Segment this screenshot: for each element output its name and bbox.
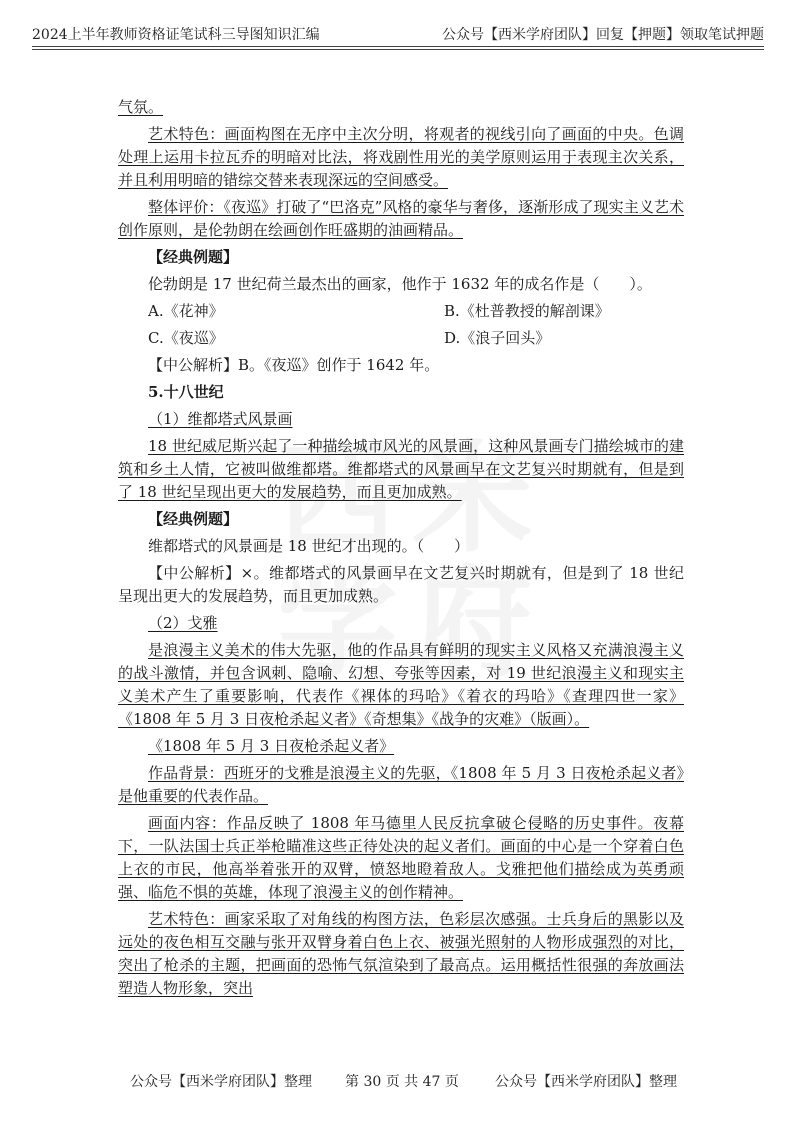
footer-left: 公众号【西米学府团队】整理	[130, 1074, 312, 1090]
section-heading-18th-century: 5.十八世纪	[148, 383, 224, 401]
page-number: 第 30 页 共 47 页	[345, 1074, 459, 1090]
page-footer	[0, 1071, 800, 1093]
paragraph-continuation: 气氛。	[118, 98, 164, 116]
header-left-title: 2024上半年教师资格证笔试科三导图知识汇编	[32, 27, 320, 43]
header-right-promo: 公众号【西米学府团队】回复【押题】领取笔试押题	[442, 27, 764, 43]
paragraph-art-features: 艺术特色：画面构图在无序中主次分明，将观者的视线引向了画面的中央。色调处理上运用卡拉瓦乔的明暗对比法，将戏剧性用光的美学原则运用于表现主次关系，并且利用明暗的错综交替来表现深远的空间感受。	[118, 125, 684, 189]
footer-right: 公众号【西米学府团队】整理	[495, 1074, 677, 1090]
paragraph-overall-evaluation: 整体评价：《夜巡》打破了“巴洛克”风格的豪华与奢侈，逐渐形成了现实主义艺术创作原则，是伦勃朗在绘画创作旺盛期的油画精品。	[118, 198, 684, 239]
answer-analysis: 【中公解析】×。维都塔式的风景画早在文艺复兴时期就有，但是到了 18 世纪呈现出更大的发展趋势，而且更加成熟。	[118, 564, 684, 605]
option-d: D.《浪子回头》	[444, 329, 551, 347]
option-b: B.《杜普教授的解剖课》	[444, 302, 610, 320]
option-c: C.《夜巡》	[148, 329, 224, 347]
subsection-heading-veduta: （1）维都塔式风景画	[148, 410, 293, 428]
paragraph-goya: 是浪漫主义美术的伟大先驱，他的作品具有鲜明的现实主义风格又充满浪漫主义的战斗激情，并包含讽刺、隐喻、幻想、夸张等因素，对 19 世纪浪漫主义和现实主义美术产生了重要影响，代表作《裸体的玛哈》《着衣的玛哈》《查理四世一家》《1808 年 5 月 3 日夜枪杀起义者》《奇想集》《战争的灾难》（版画）。	[118, 641, 684, 728]
answer-analysis: 【中公解析】B。《夜巡》创作于 1642 年。	[148, 356, 440, 374]
question-text: 维都塔式的风景画是 18 世纪才出现的。（ ）	[148, 537, 470, 555]
artwork-title: 《1808 年 5 月 3 日夜枪杀起义者》	[148, 737, 395, 755]
option-a: A.《花神》	[148, 302, 224, 320]
header-rule-secondary	[32, 49, 764, 50]
answer-options	[118, 300, 684, 350]
paragraph-art-features-goya: 艺术特色：画家采取了对角线的构图方法，色彩层次感强。士兵身后的黑影以及远处的夜色相互交融与张开双臂身着白色上衣、被强光照射的人物形成强烈的对比，突出了枪杀的主题，把画面的恐怖气氛渲染到了最高点。运用概括性很强的奔放画法塑造人物形象，突出	[118, 910, 684, 997]
page-header	[32, 22, 764, 44]
example-heading: 【经典例题】	[148, 248, 239, 266]
page-body	[118, 96, 684, 1004]
subsection-heading-goya: （2）戈雅	[148, 614, 218, 632]
paragraph-veduta: 18 世纪威尼斯兴起了一种描绘城市风光的风景画，这种风景画专门描绘城市的建筑和乡土人情，它被叫做维都塔。维都塔式的风景画早在文艺复兴时期就有，但是到了 18 世纪呈现出更大的发展趋势，而且更加成熟。	[118, 437, 684, 501]
paragraph-background: 作品背景：西班牙的戈雅是浪漫主义的先驱，《1808 年 5 月 3 日夜枪杀起义者》是他重要的代表作品。	[118, 764, 684, 805]
question-text: 伦勃朗是 17 世纪荷兰最杰出的画家，他作于 1632 年的成名作是（ ）。	[148, 275, 652, 293]
header-rule	[32, 46, 764, 47]
example-heading: 【经典例题】	[148, 510, 239, 528]
paragraph-content: 画面内容：作品反映了 1808 年马德里人民反抗拿破仑侵略的历史事件。夜幕下，一队法国士兵正举枪瞄准这些正待处决的起义者们。画面的中心是一个穿着白色上衣的市民，他高举着张开的双臂，愤怒地瞪着敌人。戈雅把他们描绘成为英勇顽强、临危不惧的英雄，体现了浪漫主义的创作精神。	[118, 814, 684, 901]
